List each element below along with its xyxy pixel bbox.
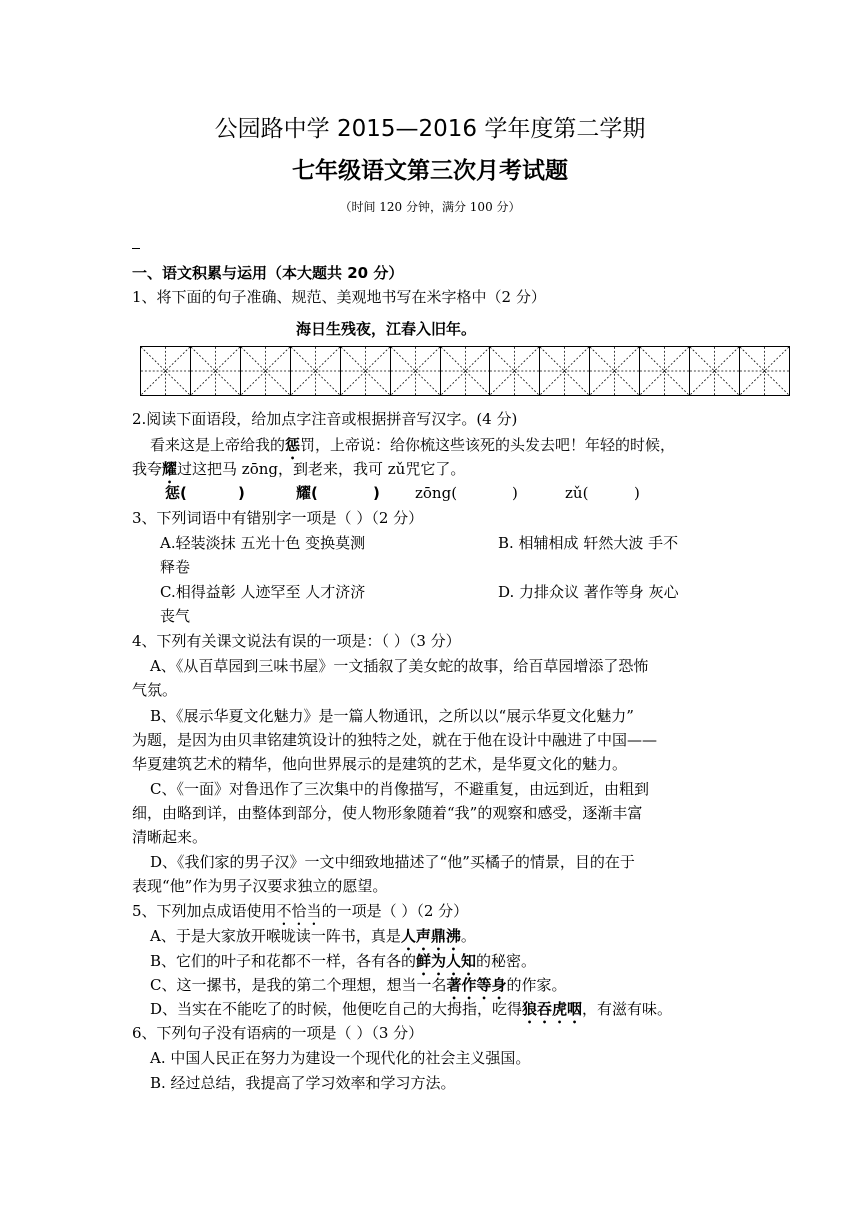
q6-option-a: A. 中国人民正在努力为建设一个现代化的社会主义强国。	[150, 1049, 531, 1067]
q4-option-c-line3: 清晰起来。	[132, 828, 208, 846]
q2-answer-3: zōng(	[415, 484, 458, 502]
q2-dotted-char: 耀	[162, 460, 178, 478]
mi-grid-cell	[590, 347, 640, 395]
q5-text: 。	[460, 927, 476, 945]
q5-text: ，有滋有味。	[582, 1000, 673, 1018]
mi-grid-cell	[291, 347, 341, 395]
q3-option-c: C.相得益彰 人迹罕至 人才济济	[160, 583, 366, 601]
q5-text: B、它们的叶子和花都不一样，各有各的	[150, 952, 417, 970]
mi-grid-cell	[241, 347, 291, 395]
q3-option-b: B. 相辅相成 轩然大波 手不	[498, 534, 679, 552]
q4-option-d-line2: 表现“他”作为男子汉要求独立的愿望。	[132, 877, 388, 895]
q5-text: 的作家。	[506, 976, 567, 994]
q2-answer-4: zǔ(	[565, 484, 589, 502]
q2-answer-3-close: )	[512, 484, 518, 502]
q2-answer-1: 惩(	[165, 484, 187, 502]
q3-option-d-cont: 丧气	[160, 607, 191, 625]
mi-grid-cell	[441, 347, 491, 395]
q4-option-a-line1: A、《从百草园到三味书屋》一文插叙了美女蛇的故事，给百草园增添了恐怖	[150, 657, 649, 675]
q1-prompt: 1、将下面的句子准确、规范、美观地书写在米字格中（2 分）	[132, 288, 546, 306]
q4-option-d-line1: D、《我们家的男子汉》一文中细致地描述了“他”买橘子的情景，目的在于	[150, 853, 635, 871]
mi-grid-cell	[640, 347, 690, 395]
q5-text: C、这一摞书，是我的第二个理想，想当一名	[150, 976, 447, 994]
q2-text: 我夸	[132, 460, 163, 478]
q6-prompt: 6、下列句子没有语病的一项是（ ）（3 分）	[132, 1024, 424, 1042]
stray-mark	[132, 248, 140, 249]
q2-answer-2-close: )	[373, 484, 380, 502]
q5-text: 的秘密。	[476, 952, 537, 970]
mi-grid-cell	[191, 347, 241, 395]
q6-option-b: B. 经过总结，我提高了学习效率和学习方法。	[150, 1074, 456, 1092]
q2-answer-2: 耀(	[296, 484, 318, 502]
q5-idiom: 狼吞虎咽	[522, 1000, 583, 1018]
q2-prompt: 2.阅读下面语段，给加点字注音或根据拼音写汉字。(4 分)	[132, 410, 518, 428]
mi-grid-cell	[391, 347, 441, 395]
mi-grid-cell	[740, 347, 789, 395]
q3-option-b-cont: 释卷	[160, 558, 191, 576]
q4-option-b-line1: B、《展示华夏文化魅力》是一篇人物通讯，之所以以“展示华夏文化魅力”	[150, 707, 634, 725]
q4-option-a-line2: 气氛。	[132, 681, 178, 699]
q2-answer-1-close: )	[238, 484, 245, 502]
q4-option-c-line1: C、《一面》对鲁迅作了三次集中的肖像描写，不避重复，由远到近，由粗到	[150, 780, 649, 798]
mi-grid-cell	[141, 347, 191, 395]
mi-grid-cell	[540, 347, 590, 395]
q1-poem: 海日生残夜，江春入旧年。	[296, 320, 477, 338]
q5-dotted-text: 不恰当	[276, 902, 322, 920]
mi-grid	[140, 346, 790, 396]
q5-text: 5、下列加点成语使用	[132, 902, 277, 920]
q5-idiom: 人声鼎沸	[400, 927, 461, 945]
exam-time-note: （时间 120 分钟，满分 100 分）	[339, 200, 521, 214]
q4-option-b-line2: 为题，是因为由贝聿铭建筑设计的独特之处，就在于他在设计中融进了中国——	[132, 731, 658, 749]
q4-prompt: 4、下列有关课文说法有误的一项是：（ ）（3 分）	[132, 632, 461, 650]
q5-idiom: 鲜为人知	[416, 952, 477, 970]
q3-prompt: 3、下列词语中有错别字一项是（ ）（2 分）	[132, 509, 424, 527]
mi-grid-cell	[690, 347, 740, 395]
q3-option-d: D. 力排众议 著作等身 灰心	[498, 583, 679, 601]
mi-grid-cell	[341, 347, 391, 395]
section-heading: 一、语文积累与运用（本大题共 20 分）	[132, 264, 404, 282]
q5-text: 的一项是（ ）（2 分）	[321, 902, 469, 920]
q5-idiom: 著作等身	[446, 976, 507, 994]
exam-title: 公园路中学 2015—2016 学年度第二学期	[214, 116, 646, 142]
q5-text: D、当实在不能吃了的时候，他便吃自己的大拇指，吃得	[150, 1000, 523, 1018]
q3-option-a: A.轻装淡抹 五光十色 变换莫测	[160, 534, 366, 552]
q2-text: 看来这是上帝给我的	[150, 436, 286, 454]
exam-subtitle: 七年级语文第三次月考试题	[292, 158, 568, 184]
q4-option-b-line3: 华夏建筑艺术的精华，他向世界展示的是建筑的艺术，是华夏文化的魅力。	[132, 755, 628, 773]
q2-text: 罚，上帝说：给你梳这些该死的头发去吧！年轻的时候，	[300, 436, 676, 454]
q5-text: A、于是大家放开喉咙读一阵书，真是	[150, 927, 401, 945]
mi-grid-cell	[490, 347, 540, 395]
q2-dotted-char: 惩	[285, 436, 301, 454]
q2-text: 过这把马 zōng，到老来，我可 zǔ咒它了。	[177, 460, 466, 478]
q4-option-c-line2: 细，由略到详，由整体到部分，使人物形象随着“我”的观察和感受，逐渐丰富	[132, 804, 643, 822]
q2-answer-4-close: )	[634, 484, 640, 502]
